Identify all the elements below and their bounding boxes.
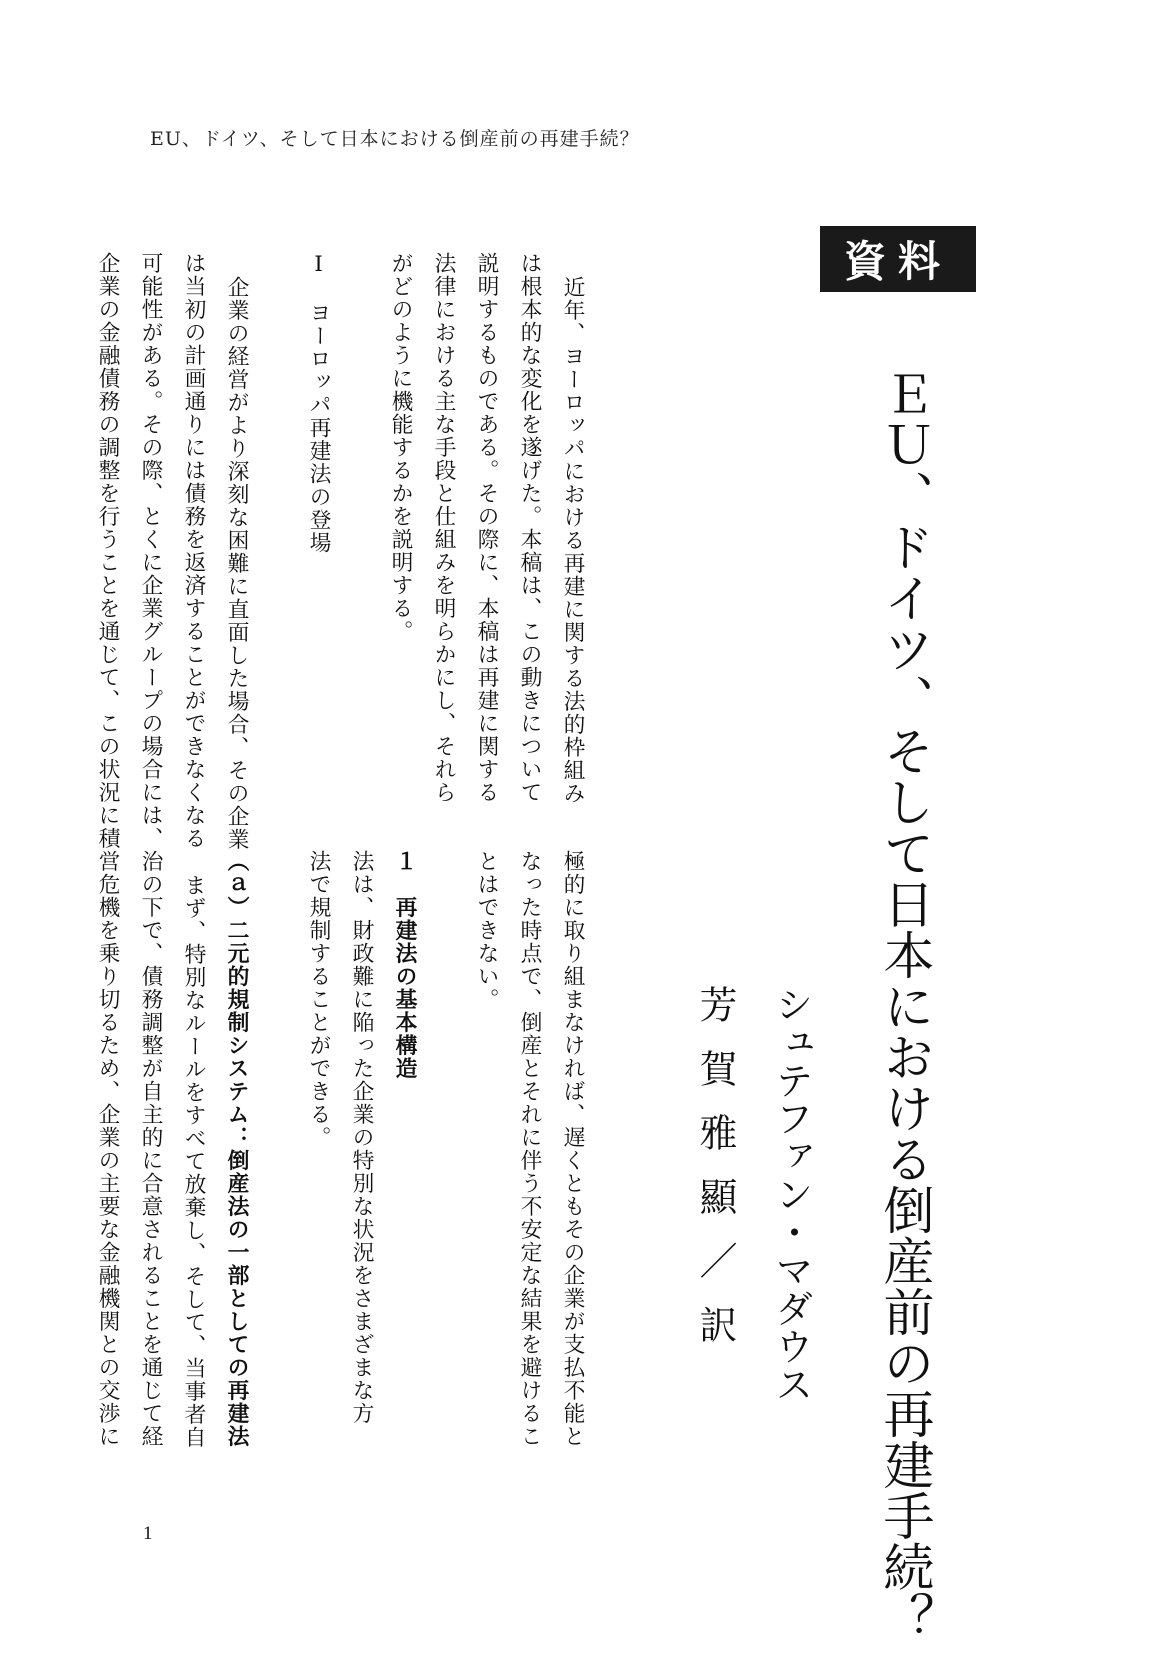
- text-line: がどのように機能するかを説明する。: [388, 252, 413, 643]
- subsection-a: [86, 850, 258, 1480]
- intro-paragraph: [379, 252, 594, 837]
- text-line: まず、特別なルールをすべて放棄し、そして、当事者自: [181, 873, 206, 1449]
- text-line: なった時点で、倒産とそれに伴う不安定な結果を避けるこ: [517, 850, 542, 1448]
- text-line: は当初の計画通りには債務を返済することができなくなる: [181, 252, 206, 850]
- section-label: 資料: [820, 226, 976, 292]
- text-line: 可能性がある。その際、とくに企業グループの場合には、: [138, 252, 163, 850]
- subheading-a: （ａ）二元的規制システム：倒産法の一部としての再建法: [224, 850, 249, 1448]
- translator-name: 芳賀雅顯／訳: [693, 985, 737, 1369]
- page-number: 1: [143, 1523, 153, 1544]
- text-line: 極的に取り組まなければ、遅くともその企業が支払不能と: [560, 850, 585, 1448]
- text-line: 説明するものである。その際に、本稿は再建に関する: [474, 252, 499, 804]
- author-name: シュテファン・マダウス: [769, 985, 813, 1403]
- subheading-1: １ 再建法の基本構造: [392, 850, 417, 1080]
- text-line: 法律における主な手段と仕組みを明らかにし、それら: [431, 252, 456, 804]
- continued-paragraph: [465, 850, 594, 1480]
- text-line: 治の下で、債務調整が自主的に合意されることを通じて経: [138, 850, 163, 1448]
- text-line: 企業の金融債務の調整を行うことを通じて、この状況に積: [95, 252, 120, 850]
- subsection-1: [297, 850, 426, 1480]
- section-heading: [297, 252, 340, 837]
- running-header: EU、ドイツ、そして日本における倒産前の再建手続？: [150, 128, 640, 150]
- text-line: 法で規制することができる。: [306, 850, 331, 1149]
- text-line: 近年、ヨーロッパにおける再建に関する法的枠組み: [560, 275, 585, 805]
- text-line: 企業の経営がより深刻な困難に直面した場合、その企業: [224, 275, 249, 851]
- text-line: は根本的な変化を遂げた。本稿は、この動きについて: [517, 252, 542, 804]
- article-title: ＥＵ、ドイツ、そして日本における倒産前の再建手続？: [874, 368, 933, 1643]
- body-paragraph: [86, 252, 258, 851]
- section-heading-text: Ⅰ ヨーロッパ再建法の登場: [306, 252, 331, 555]
- text-line: とはできない。: [474, 850, 499, 1011]
- text-line: 法は、財政難に陥った企業の特別な状況をさまざまな方: [349, 850, 374, 1425]
- text-line: 営危機を乗り切るため、企業の主要な金融機関との交渉に: [95, 850, 120, 1448]
